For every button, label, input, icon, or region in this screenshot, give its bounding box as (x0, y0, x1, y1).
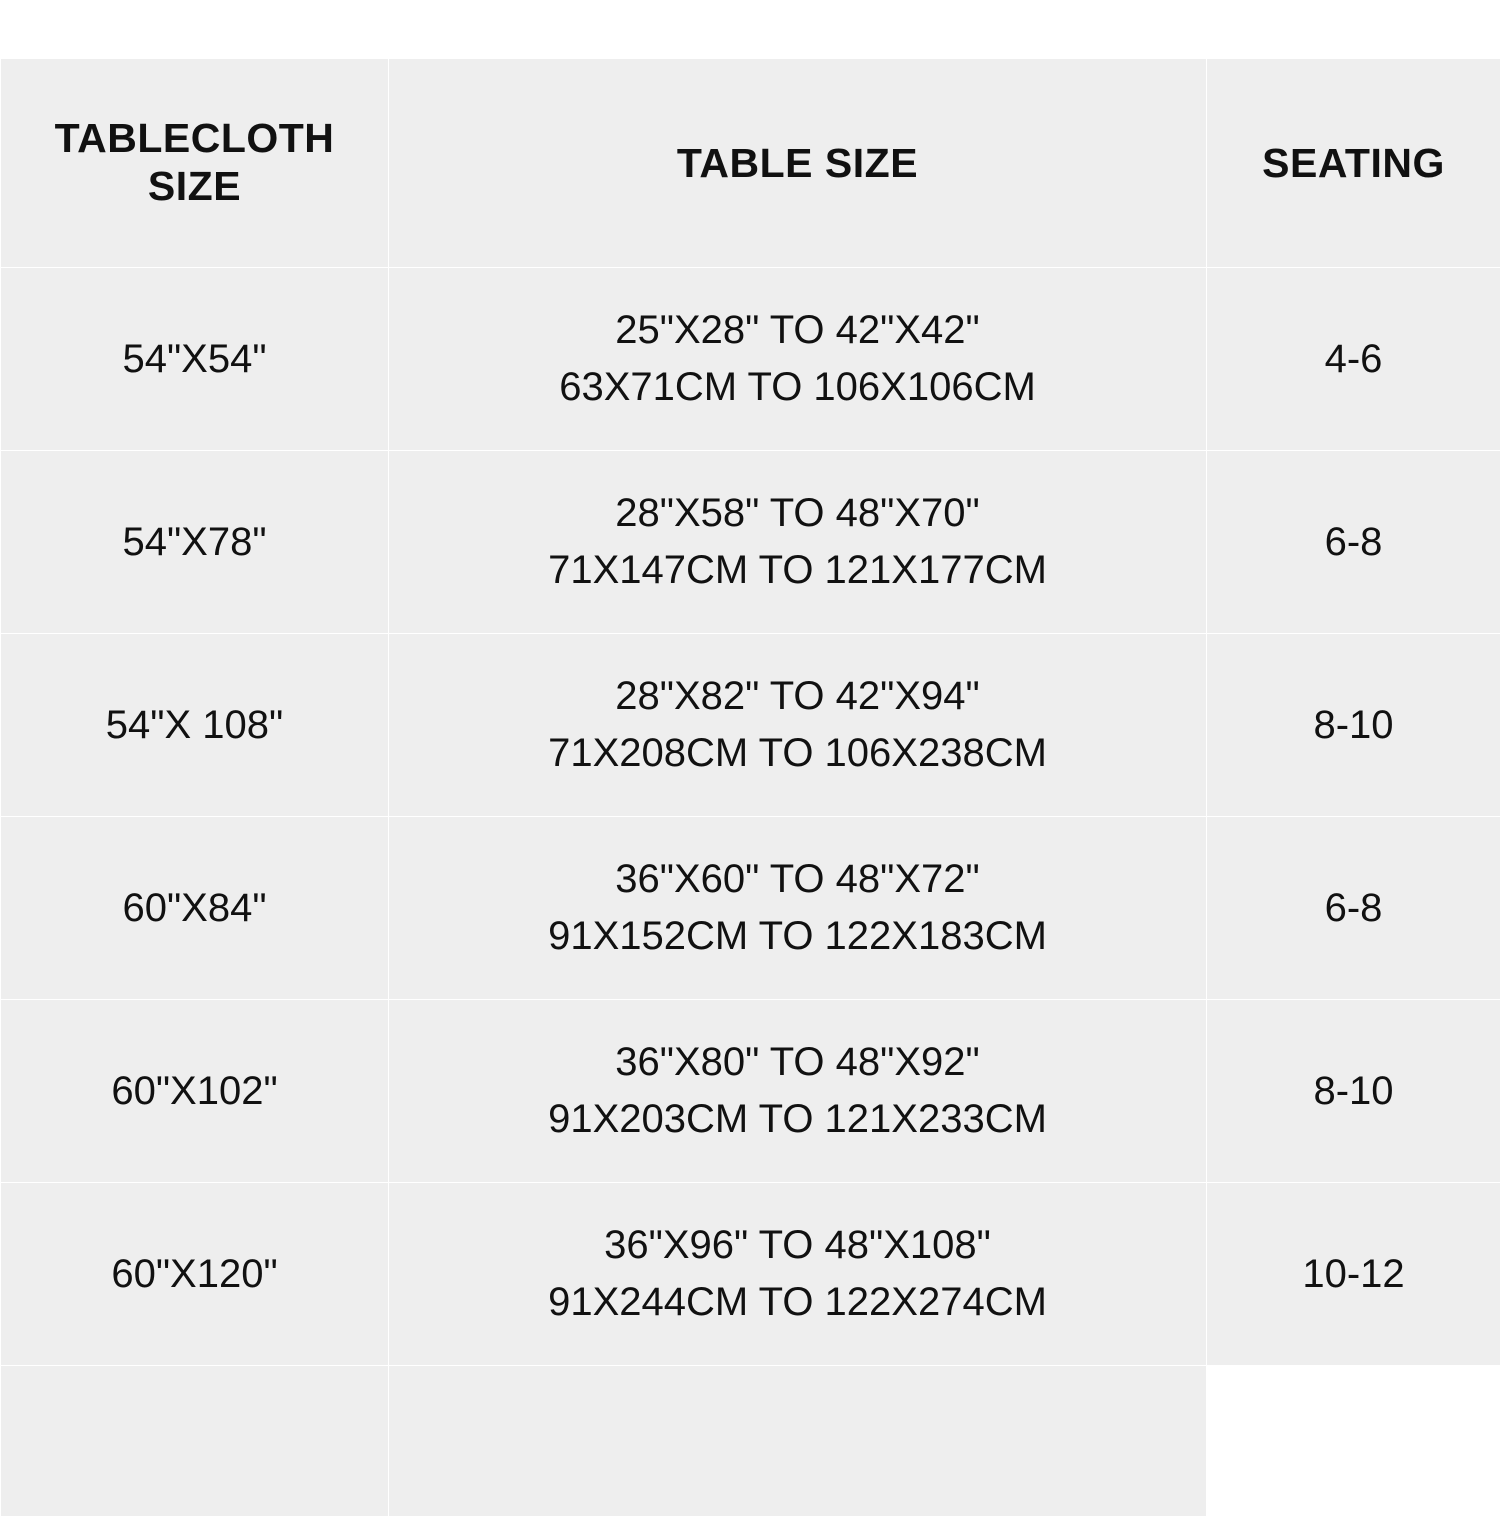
cell-tablecloth-size: 60"X102" (1, 1000, 389, 1183)
cell-table-size-cm: 91X152CM TO 122X183CM (389, 908, 1206, 965)
cell-tablecloth-size: 54"X54" (1, 268, 389, 451)
cell-table-size-inches: 36"X80" TO 48"X92" (389, 1034, 1206, 1091)
cell-tablecloth-size: 54"X 108" (1, 634, 389, 817)
cell-table-size-cm: 71X208CM TO 106X238CM (389, 725, 1206, 782)
table-body (1, 268, 1500, 1517)
cell-seating: 6-8 (1207, 451, 1500, 634)
table-row-empty (1, 1366, 1500, 1517)
cell-table-size-cm: 91X203CM TO 121X233CM (389, 1091, 1206, 1148)
cell-table-size-cm: 63X71CM TO 106X106CM (389, 359, 1206, 416)
table-row (1, 1000, 1500, 1183)
cell-table-size (389, 268, 1207, 451)
cell-table-size-inches: 28"X82" TO 42"X94" (389, 668, 1206, 725)
header-tablecloth-size-line2: SIZE (148, 163, 241, 209)
header-tablecloth-size-line1: TABLECLOTH (55, 115, 335, 161)
header-row (1, 59, 1500, 268)
cell-seating: 6-8 (1207, 817, 1500, 1000)
cell-table-size (389, 634, 1207, 817)
cell-seating-empty (1207, 1366, 1500, 1517)
cell-table-size (389, 451, 1207, 634)
cell-tablecloth-size-empty (1, 1366, 389, 1517)
cell-seating: 10-12 (1207, 1183, 1500, 1366)
table-row (1, 817, 1500, 1000)
header-seating: SEATING (1207, 59, 1500, 268)
cell-table-size-cm: 91X244CM TO 122X274CM (389, 1274, 1206, 1331)
table-row (1, 451, 1500, 634)
cell-tablecloth-size: 60"X120" (1, 1183, 389, 1366)
cell-tablecloth-size: 54"X78" (1, 451, 389, 634)
cell-table-size-inches: 36"X96" TO 48"X108" (389, 1217, 1206, 1274)
cell-seating: 8-10 (1207, 1000, 1500, 1183)
tablecloth-size-table (0, 58, 1500, 1517)
cell-table-size-inches: 28"X58" TO 48"X70" (389, 485, 1206, 542)
header-tablecloth-size (1, 59, 389, 268)
cell-table-size (389, 1000, 1207, 1183)
cell-table-size-inches: 25"X28" TO 42"X42" (389, 302, 1206, 359)
cell-table-size (389, 817, 1207, 1000)
header-table-size: TABLE SIZE (389, 59, 1207, 268)
table-row (1, 268, 1500, 451)
table-header (1, 59, 1500, 268)
cell-seating: 4-6 (1207, 268, 1500, 451)
table-row (1, 1183, 1500, 1366)
cell-table-size-cm: 71X147CM TO 121X177CM (389, 542, 1206, 599)
table-row (1, 634, 1500, 817)
cell-tablecloth-size: 60"X84" (1, 817, 389, 1000)
cell-seating: 8-10 (1207, 634, 1500, 817)
cell-table-size (389, 1183, 1207, 1366)
cell-table-size-inches: 36"X60" TO 48"X72" (389, 851, 1206, 908)
cell-table-size-empty (389, 1366, 1207, 1517)
